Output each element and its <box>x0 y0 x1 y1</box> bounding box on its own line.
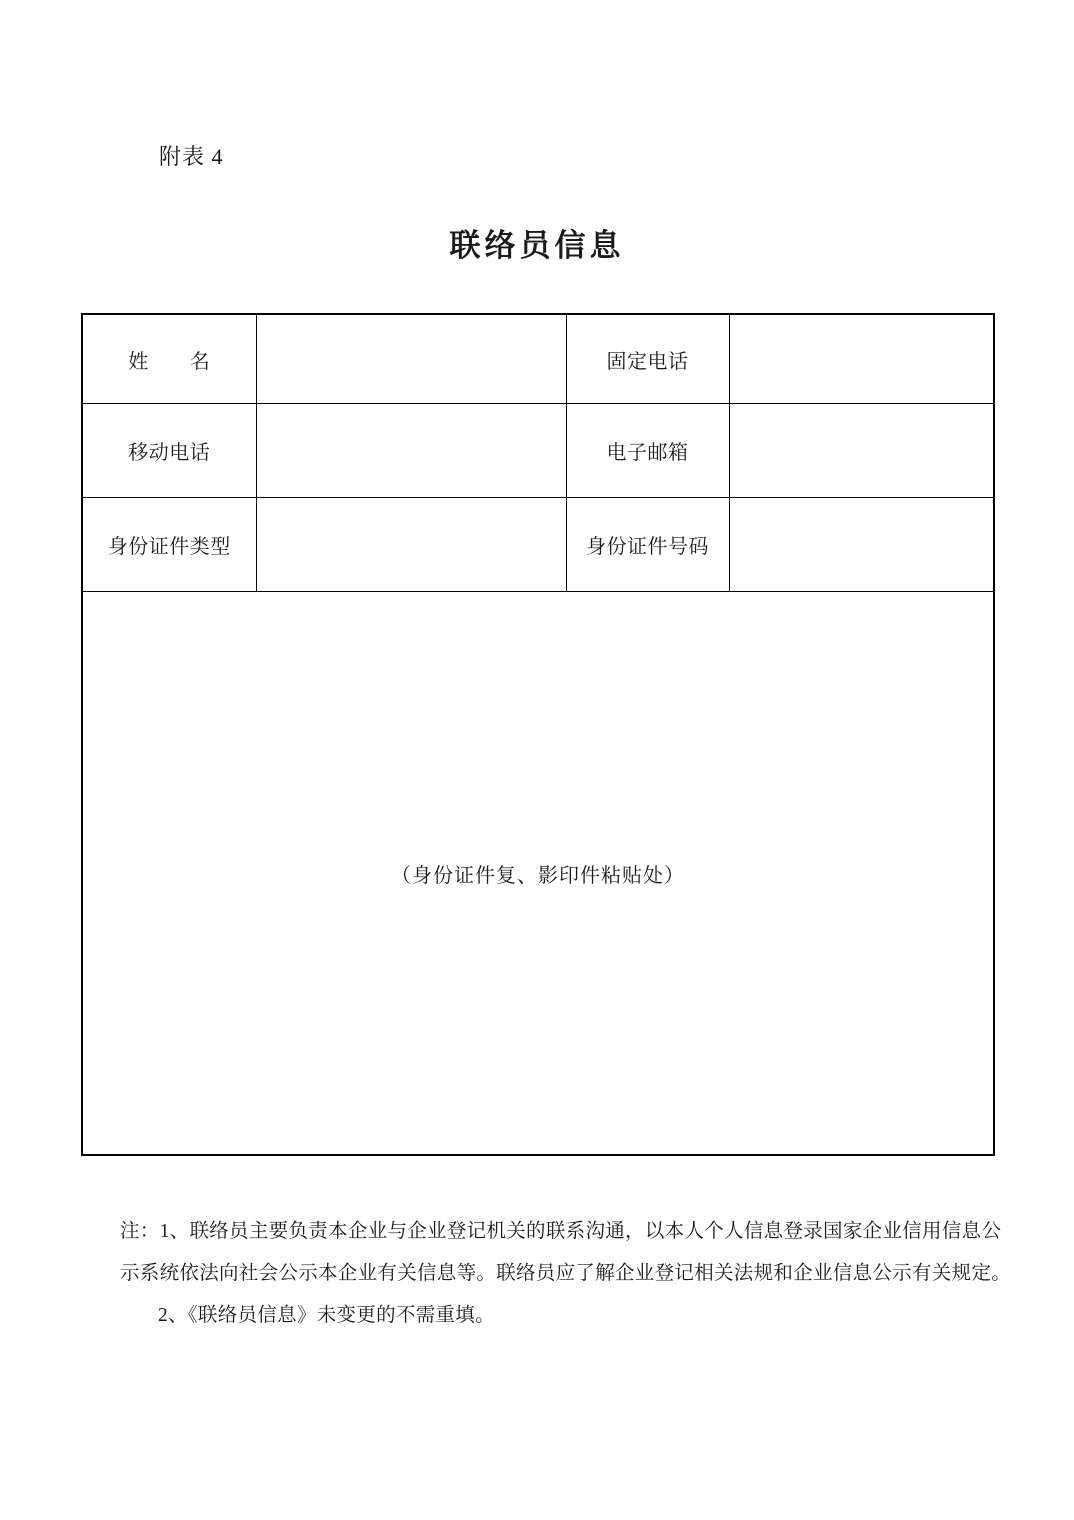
attachment-label: 附表 4 <box>159 144 224 169</box>
fixed-phone-label: 固定电话 <box>566 314 729 404</box>
mobile-phone-value-cell[interactable] <box>256 404 566 498</box>
id-number-value-cell[interactable] <box>729 498 994 592</box>
id-copy-paste-area: （身份证件复、影印件粘贴处） <box>82 592 994 1156</box>
note-line-2: 示系统依法向社会公示本企业有关信息等。联络员应了解企业登记相关法规和企业信息公示有关规定。 <box>120 1263 1012 1284</box>
table-row-mobile-email <box>82 404 994 498</box>
email-label: 电子邮箱 <box>566 404 729 498</box>
page-title: 联络员信息 <box>449 228 625 263</box>
id-type-label: 身份证件类型 <box>82 498 256 592</box>
id-number-label: 身份证件号码 <box>566 498 729 592</box>
note-line-1: 注：1、联络员主要负责本企业与企业登记机关的联系沟通，以本人个人信息登录国家企业信用信息公 <box>120 1221 1002 1242</box>
table-row-paste-area <box>82 592 994 1156</box>
contact-info-table <box>81 313 995 1156</box>
notes-block <box>120 1211 1012 1337</box>
name-label: 姓 名 <box>82 314 256 404</box>
mobile-phone-label: 移动电话 <box>82 404 256 498</box>
note-line-3: 2、《联络员信息》未变更的不需重填。 <box>158 1305 495 1326</box>
table-row-id-type-number <box>82 498 994 592</box>
fixed-phone-value-cell[interactable] <box>729 314 994 404</box>
name-value-cell[interactable] <box>256 314 566 404</box>
email-value-cell[interactable] <box>729 404 994 498</box>
table-row-name-phone <box>82 314 994 404</box>
id-type-value-cell[interactable] <box>256 498 566 592</box>
